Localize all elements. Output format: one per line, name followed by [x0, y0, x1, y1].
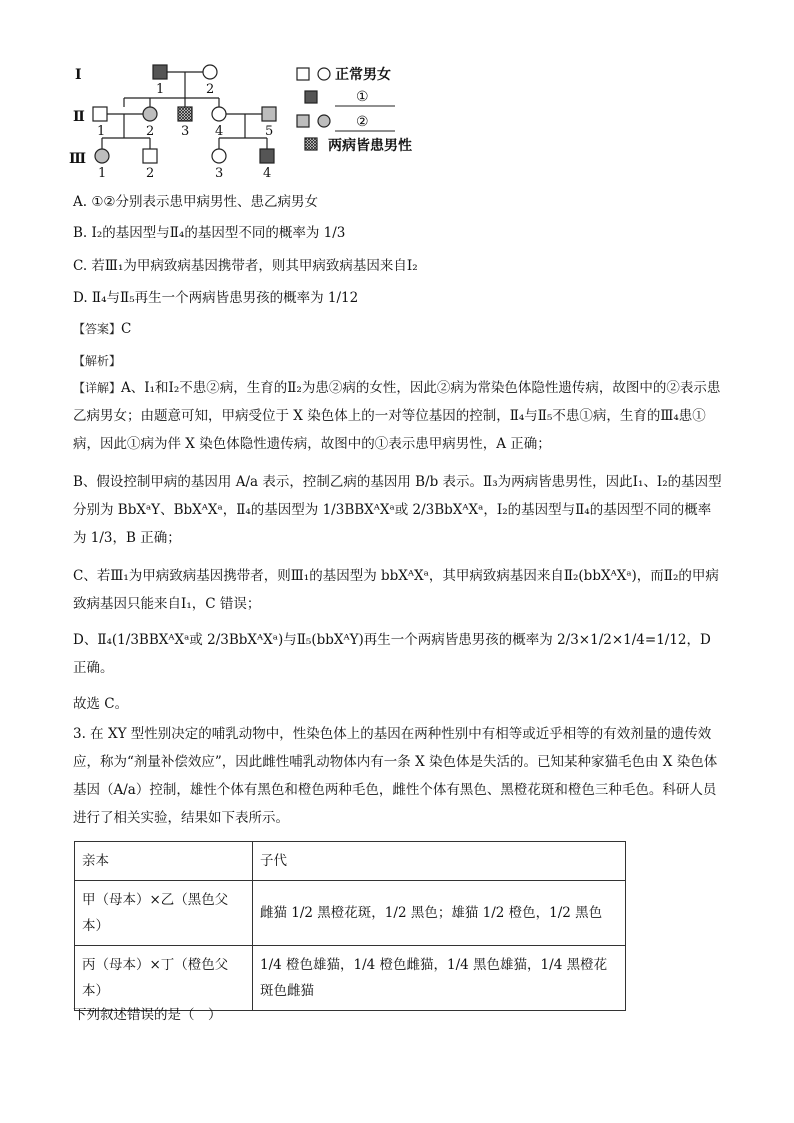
gen-label-3: Ⅲ — [69, 151, 87, 167]
iii2-number: 2 — [146, 166, 155, 181]
iii4-disease1-male — [260, 149, 274, 163]
option-b: B. Ⅰ₂的基因型与Ⅱ₄的基因型不同的概率为 1/3 — [73, 225, 346, 241]
ii3-both-diseases-male — [178, 107, 192, 121]
ii1-number: 1 — [97, 124, 106, 139]
iii2-normal-male — [143, 149, 157, 163]
pedigree-figure — [60, 58, 440, 182]
ii5-number: 5 — [265, 124, 274, 139]
iii1-disease2-female — [95, 149, 109, 163]
table-row — [75, 946, 626, 1011]
answer-value: C — [121, 321, 132, 337]
ii5-disease2-male — [262, 107, 276, 121]
ii2-number: 2 — [146, 124, 155, 139]
table-cell: 甲（母本）×乙（黑色父本） — [75, 881, 253, 946]
iii3-number: 3 — [215, 166, 224, 181]
i1-affected-male — [153, 65, 167, 79]
option-c: C. 若Ⅲ₁为甲病致病基因携带者，则其甲病致病基因来自Ⅰ₂ — [73, 258, 418, 274]
table-cell: 1/4 橙色雄猫，1/4 橙色雌猫，1/4 黑色雄猫，1/4 黑橙花斑色雌猫 — [253, 946, 626, 1011]
answer-tag: 【答案】 — [73, 322, 122, 336]
detail-paragraph-a: 【详解】A、Ⅰ₁和Ⅰ₂不患②病，生育的Ⅱ₂为患②病的女性，因此②病为常染色体隐性遗传病，故图中的②表示患乙病男女；由题意可知，甲病受位于 X 染色体上的一对等位基因的控制，Ⅱ₄与Ⅱ₅不患①病，生育的Ⅲ₄患①病，因此①病为伴 X 染色体隐性遗传病，故图中的①表示患甲病男性，A 正确； — [73, 380, 721, 452]
ii1-normal-male — [93, 107, 107, 121]
legend-disease2-label: ② — [356, 114, 369, 130]
option-d: D. Ⅱ₄与Ⅱ₅再生一个两病皆患男孩的概率为 1/12 — [73, 290, 359, 306]
question-prompt: 下列叙述错误的是（ ） — [73, 1007, 222, 1023]
legend-both-icon — [305, 138, 317, 150]
option-a: A. ①②分别表示患甲病男性、患乙病男女 — [73, 194, 319, 210]
table-header-parents: 亲本 — [75, 842, 253, 881]
detail-paragraph-b: B、假设控制甲病的基因用 A/a 表示，控制乙病的基因用 B/b 表示。Ⅱ₃为两病皆患男性，因此Ⅰ₁、Ⅰ₂的基因型分别为 BbXᵃY、BbXᴬXᵃ，Ⅱ₄的基因型为 1/3BBXᴬXᵃ或 2/3BbXᴬXᵃ，Ⅰ₂的基因型与Ⅱ₄的基因型不同的概率为 1/3，B 正确； — [73, 474, 722, 546]
legend-normal-female-icon — [318, 68, 330, 80]
gen-label-2: Ⅱ — [73, 109, 85, 125]
legend-disease2-male-icon — [297, 115, 309, 127]
i1-number: 1 — [156, 82, 165, 97]
i2-normal-female — [203, 65, 217, 79]
iii3-normal-female — [212, 149, 226, 163]
answer-line — [73, 320, 131, 338]
table-row — [75, 881, 626, 946]
legend-normal-male-icon — [297, 68, 309, 80]
table-cell: 雌猫 1/2 黑橙花斑，1/2 黑色；雄猫 1/2 橙色，1/2 黑色 — [253, 881, 626, 946]
gen-label-1: Ⅰ — [75, 67, 82, 83]
iii1-number: 1 — [98, 166, 107, 181]
table-cell: 丙（母本）×丁（橙色父本） — [75, 946, 253, 1011]
legend-disease1-label: ① — [356, 89, 369, 105]
legend-disease2-female-icon — [318, 115, 330, 127]
ii4-number: 4 — [215, 124, 224, 139]
cross-results-table — [74, 841, 626, 1011]
detail-tag: 【详解】 — [73, 381, 122, 395]
detail-paragraph-c: C、若Ⅲ₁为甲病致病基因携带者，则Ⅲ₁的基因型为 bbXᴬXᵃ，其甲病致病基因来自Ⅱ₂(bbXᴬXᵃ)，而Ⅱ₂的甲病致病基因只能来自Ⅰ₁，C 错误； — [73, 568, 719, 612]
ii4-normal-female — [212, 107, 226, 121]
question-3-stem: 3. 在 XY 型性别决定的哺乳动物中，性染色体上的基因在两种性别中有相等或近乎相等的有效剂量的遗传效应，称为“剂量补偿效应”，因此雌性哺乳动物体内有一条 X 染色体是失活的。已知某种家猫毛色由 X 染色体基因（A/a）控制，雄性个体有黑色和橙色两种毛色，雌性个体有黑色、黑橙花斑和橙色三种毛色。科研人员进行了相关实验，结果如下表所示。 — [73, 726, 718, 826]
ii2-disease2-female — [143, 107, 157, 121]
legend-disease1-male-icon — [305, 91, 317, 103]
i2-number: 2 — [206, 82, 215, 97]
table-header-offspring: 子代 — [253, 842, 626, 881]
iii4-number: 4 — [263, 166, 272, 181]
conclusion: 故选 C。 — [73, 696, 129, 712]
ii3-number: 3 — [181, 124, 190, 139]
analysis-tag: 【解析】 — [73, 354, 122, 368]
legend-normal-label: 正常男女 — [335, 67, 391, 83]
detail-paragraph-d: D、Ⅱ₄(1/3BBXᴬXᵃ或 2/3BbXᴬXᵃ)与Ⅱ₅(bbXᴬY)再生一个两病皆患男孩的概率为 2/3×1/2×1/4=1/12，D 正确。 — [73, 632, 711, 676]
table-header-row — [75, 842, 626, 881]
legend-both-label: 两病皆患男性 — [328, 138, 412, 154]
